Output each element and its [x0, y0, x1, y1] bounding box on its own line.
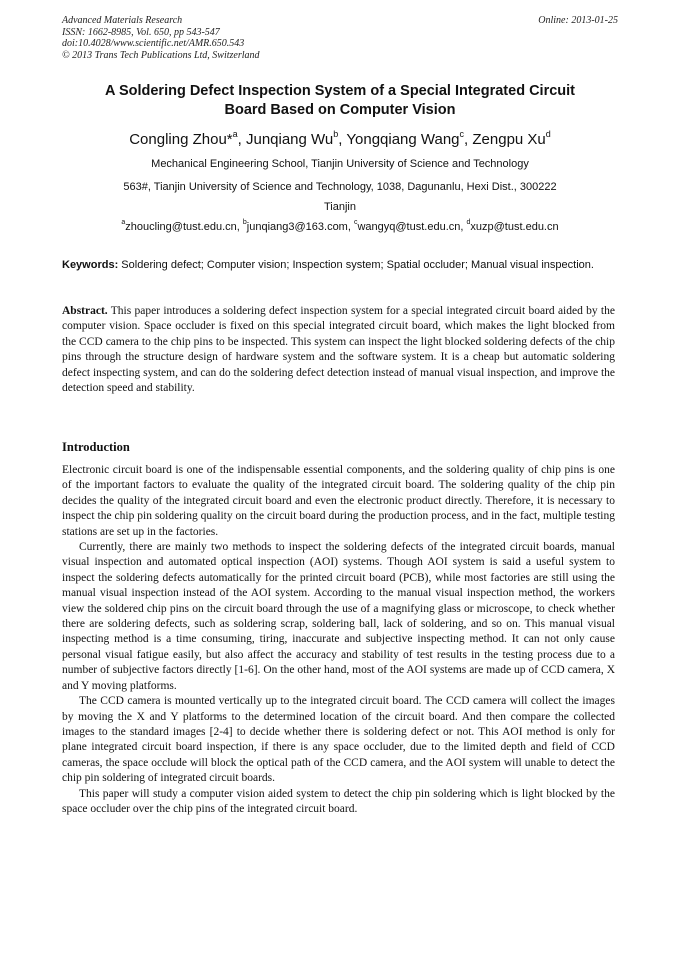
intro-paragraph-1: Electronic circuit board is one of the indispensable essential components, and the soldering quality of chip pins is one of the important factors to evaluate the quality of the integrated circuit board. The soldering quality of the chip pin decides the quality of the integrated circuit board and even the electronic product directly. Therefore, it is necessary to inspect the chip pin soldering quality on the circuit board during the production process, and in the fact, multiple testing stations are set up in the factories. — [62, 464, 615, 538]
affiliation-line-2: 563#, Tianjin University of Science and Technology, 1038, Dagunanlu, Hexi Dist., 300222 — [123, 181, 557, 193]
email-address: wangyq@tust.edu.cn, — [357, 221, 467, 233]
doi-line: doi:10.4028/www.scientific.net/AMR.650.543 — [62, 38, 245, 49]
author-superscript: b — [333, 129, 339, 139]
author-separator: , — [338, 131, 347, 148]
author-name: Yongqiang Wang — [346, 131, 460, 148]
keywords-text: Soldering defect; Computer vision; Inspection system; Spatial occluder; Manual visual inspection. — [118, 259, 594, 271]
author-superscript: c — [459, 129, 465, 139]
email-address: zhoucling@tust.edu.cn, — [125, 221, 243, 233]
journal-header — [62, 15, 618, 61]
keywords-label: Keywords: — [62, 259, 119, 271]
intro-paragraph-3: The CCD camera is mounted vertically up to the integrated circuit board. The CCD camera will collect the images by moving the X and Y platforms to the determined location of the circuit board. And then compare the collected images to the standard images [2-4] to decide whether there is soldering defect or not. This AOI method is only for plane integrated circuit board inspection, if there is any space occluder, due to the limited depth and field of CCD cameras, the space occlude will block the optical path of the CCD camera, and the AOI system will unable to detect the chip pin soldering of integrated circuit boards. — [62, 695, 615, 785]
abstract-block — [62, 304, 615, 396]
email-superscript: b — [242, 219, 247, 227]
journal-name: Advanced Materials Research — [62, 15, 183, 26]
author-emails — [62, 220, 618, 234]
author-name: Congling Zhou* — [129, 131, 233, 148]
author-superscript: d — [545, 129, 551, 139]
copyright-line: © 2013 Trans Tech Publications Ltd, Switzerland — [62, 49, 260, 61]
author-superscript: a — [232, 129, 238, 139]
intro-paragraph-4: This paper will study a computer vision aided system to detect the chip pin soldering which is light blocked by the space occluder over the chip pins of the integrated circuit board. — [62, 787, 615, 815]
author-list — [62, 130, 618, 150]
paper-title — [62, 82, 618, 120]
author-name: Zengpu Xu — [472, 131, 546, 148]
affiliation-line-3: Tianjin — [324, 201, 356, 213]
email-address: junqiang3@163.com, — [246, 221, 354, 233]
title-line-2: Board Based on Computer Vision — [224, 102, 456, 118]
author-separator: , — [464, 131, 473, 148]
author-separator: , — [237, 131, 246, 148]
online-date: Online: 2013-01-25 — [538, 15, 618, 26]
keywords-block — [62, 258, 618, 272]
abstract-label: Abstract. — [62, 305, 108, 317]
author-name: Junqiang Wu — [245, 131, 334, 148]
issn-line: ISSN: 1662-8985, Vol. 650, pp 543-547 — [62, 26, 220, 38]
introduction-body — [62, 463, 615, 817]
email-superscript: d — [466, 219, 471, 227]
abstract-text: This paper introduces a soldering defect inspection system for a special integrated circuit board aided by the computer vision. Space occluder is fixed on this special integrated circuit board, which makes the light blocked from the CCD camera to the chip pins to be inspected. This system can inspect the light blocked soldering defects of the chip pins through the structure design of hardware system and the software system. It is a cheap but automatic soldering defect inspecting system, and can do the soldering defect detection instead of manual visual inspection, and improve the detection speed and stability. — [62, 305, 615, 395]
affiliation-line-1: Mechanical Engineering School, Tianjin University of Science and Technology — [151, 158, 529, 170]
introduction-heading: Introduction — [62, 440, 130, 454]
email-superscript: a — [121, 219, 126, 227]
title-line-1: A Soldering Defect Inspection System of a Special Integrated Circuit — [104, 83, 575, 99]
intro-paragraph-2: Currently, there are mainly two methods to inspect the soldering defects of the integrated circuit boards, manual visual inspection and automated optical inspection (AOI) systems. Though AOI system is said a useful system to inspect the soldering defects automatically for the printed circuit board (PCB), while most factories are still using the manual visual inspection instead of the AOI system. According to the manual visual inspection method, the workers view the soldered chip pins on the circuit board through the use of a magnifying glass or microscope, to check whether there are soldering defects, such as soldering scrap, soldering ball, lack of soldering, and so on. This manual visual inspecting method is a time consuming, tiring, inaccurate and subjective inspecting method. It can not only cause personal visual fatigue easily, but also affect the accuracy and stability of test results in the testing process due to a number of subjective factors directly [1-6]. On the other hand, most of the AOI systems are made up of CCD camera, X and Y moving platforms. — [62, 541, 615, 692]
email-superscript: c — [353, 219, 358, 227]
email-address: xuzp@tust.edu.cn — [470, 221, 559, 233]
